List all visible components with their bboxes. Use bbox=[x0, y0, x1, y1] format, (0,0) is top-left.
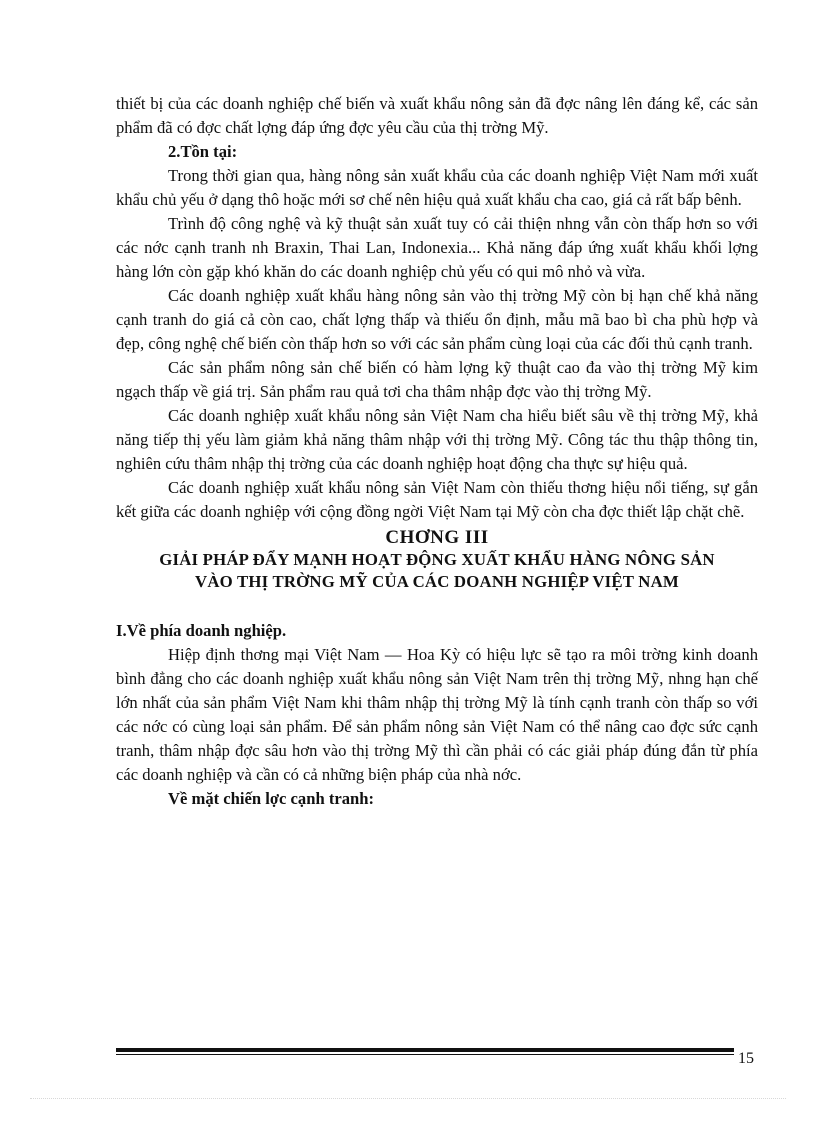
paragraph: Trình độ công nghệ và kỹ thuật sản xuất tuy có cải thiện nhng vẫn còn thấp hơn so với các nớc cạnh tranh nh Braxin, Thai Lan, Indonexia... Khả năng đáp ứng xuất khẩu khối lợng hàng lớn còn gặp khó khăn do các doanh nghiệp chủ yếu có qui mô nhỏ và vừa. bbox=[116, 214, 758, 281]
document-body bbox=[116, 92, 758, 811]
page-boundary-dotted-line bbox=[30, 1098, 786, 1099]
paragraph: Hiệp định thơng mại Việt Nam — Hoa Kỳ có hiệu lực sẽ tạo ra môi trờng kinh doanh bình đẳng cho các doanh nghiệp xuất khẩu nông sản Việt Nam trên thị trờng Mỹ, nhng hạn chế lớn nhất của sản phẩm Việt Nam khi thâm nhập thị trờng Mỹ là tính cạnh tranh còn thấp so với các nớc có cùng loại sản phẩm. Để sản phẩm nông sản Việt Nam có thể nâng cao đợc sức cạnh tranh, thâm nhập đợc sâu hơn vào thị trờng Mỹ thì cần phải có các giải pháp đúng đắn từ phía các doanh nghiệp và cần có cả những biện pháp của nhà nớc. bbox=[116, 645, 758, 784]
paragraph: Các doanh nghiệp xuất khẩu hàng nông sản vào thị trờng Mỹ còn bị hạn chế khả năng cạnh tranh do giá cả còn cao, chất lợng thấp và thiếu ổn định, mẫu mã bao bì cha phù hợp và đẹp, công nghệ chế biến còn thấp hơn so với các sản phẩm cùng loại của các đối thủ cạnh tranh. bbox=[116, 286, 758, 353]
page-number: 15 bbox=[738, 1050, 754, 1067]
paragraph: Các doanh nghiệp xuất khẩu nông sản Việt Nam còn thiếu thơng hiệu nổi tiếng, sự gắn kết giữa các doanh nghiệp với cộng đồng ngời Việt Nam tại Mỹ còn cha đợc thiết lập chặt chẽ. bbox=[116, 478, 758, 521]
footer-rule bbox=[116, 1048, 734, 1055]
subheading-chien-luoc: Về mặt chiến lợc cạnh tranh: bbox=[168, 789, 374, 808]
paragraph: Trong thời gian qua, hàng nông sản xuất khẩu của các doanh nghiệp Việt Nam mới xuất khẩu chủ yếu ở dạng thô hoặc mới sơ chế nên hiệu quả xuất khẩu cha cao, giá cả rất bấp bênh. bbox=[116, 166, 758, 209]
paragraph: Các sản phẩm nông sản chế biến có hàm lợng kỹ thuật cao đa vào thị trờng Mỹ kim ngạch thấp về giá trị. Sản phẩm rau quả tơi cha thâm nhập đợc vào thị trờng Mỹ. bbox=[116, 358, 758, 401]
chapter-subtitle-line1: GIẢI PHÁP ĐẨY MẠNH HOẠT ĐỘNG XUẤT KHẨU HÀNG NÔNG SẢN bbox=[159, 550, 715, 569]
chapter-subtitle-line2: VÀO THỊ TRỜNG MỸ CỦA CÁC DOANH NGHIỆP VIỆT NAM bbox=[195, 572, 679, 591]
chapter-title: CHƠNG III bbox=[385, 527, 489, 548]
section-heading: I.Về phía doanh nghiệp. bbox=[116, 621, 287, 640]
paragraph: Các doanh nghiệp xuất khẩu nông sản Việt Nam cha hiểu biết sâu về thị trờng Mỹ, khả năng tiếp thị yếu làm giảm khả năng thâm nhập với thị trờng Mỹ. Công tác thu thập thông tin, nghiên cứu thâm nhập thị trờng của các doanh nghiệp hoạt động cha thực sự hiệu quả. bbox=[116, 406, 758, 473]
paragraph-continuation: thiết bị của các doanh nghiệp chế biến và xuất khẩu nông sản đã đợc nâng lên đáng kể, các sản phẩm đã có đợc chất lợng đáp ứng đợc yêu cầu của thị trờng Mỹ. bbox=[116, 94, 758, 137]
heading-ton-tai: 2.Tồn tại: bbox=[168, 142, 238, 161]
